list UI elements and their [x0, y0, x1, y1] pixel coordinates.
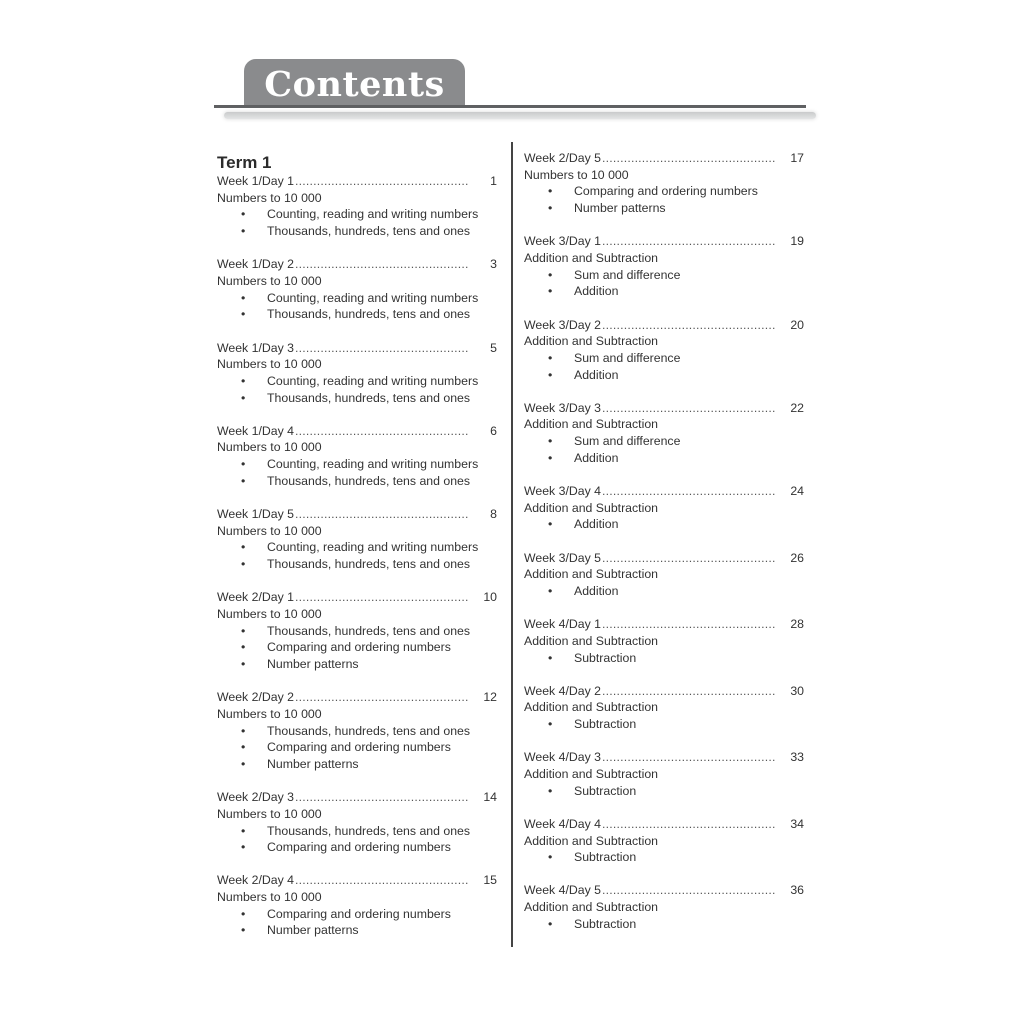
contents-entry [524, 616, 804, 666]
bullet-text: Subtraction [574, 783, 637, 798]
dot-leader [295, 256, 469, 273]
contents-entry [217, 589, 497, 672]
entry-topic: Addition and Subtraction [524, 334, 658, 349]
bullet-icon: • [241, 224, 246, 239]
entry-heading: Week 4/Day 2 [524, 683, 602, 698]
entry-heading-row[interactable] [217, 506, 497, 523]
bullet-text: Number patterns [267, 756, 359, 771]
entry-heading: Week 3/Day 1 [524, 234, 602, 249]
bullet-icon: • [548, 267, 553, 282]
bullet-icon: • [548, 434, 553, 449]
bullet-icon: • [241, 207, 246, 222]
bullet-icon: • [241, 623, 246, 638]
bullet-text: Thousands, hundreds, tens and ones [267, 473, 471, 488]
entry-topic: Addition and Subtraction [524, 500, 658, 515]
bullet-text: Comparing and ordering numbers [267, 840, 451, 855]
bullet-text: Subtraction [574, 850, 637, 865]
page-number: 34 [790, 816, 804, 831]
bullet-item [524, 650, 804, 667]
bullet-item [217, 390, 497, 407]
entry-heading-row[interactable] [524, 233, 804, 250]
bullet-text: Comparing and ordering numbers [267, 906, 451, 921]
dot-leader [602, 816, 776, 833]
page-number: 26 [790, 550, 804, 565]
bullet-item [524, 583, 804, 600]
bullet-icon: • [241, 840, 246, 855]
bullet-item [217, 756, 497, 773]
dot-leader [602, 683, 776, 700]
bullet-item [217, 723, 497, 740]
bullet-item [217, 206, 497, 223]
entry-heading-row[interactable] [217, 256, 497, 273]
page-number: 10 [483, 590, 497, 605]
entry-heading-row[interactable] [524, 150, 804, 167]
bullet-text: Thousands, hundreds, tens and ones [267, 307, 471, 322]
entry-topic: Numbers to 10 000 [524, 167, 629, 182]
entry-heading-row[interactable] [524, 616, 804, 633]
entry-heading: Week 3/Day 4 [524, 484, 602, 498]
bullet-item [217, 839, 497, 856]
contents-entry [524, 749, 804, 799]
bullet-item [524, 200, 804, 217]
entry-heading: Week 3/Day 5 [524, 550, 602, 565]
bullet-text: Counting, reading and writing numbers [267, 373, 479, 388]
page-number: 1 [490, 174, 497, 188]
bullet-item [524, 433, 804, 450]
bullet-icon: • [241, 307, 246, 322]
bullet-item [217, 922, 497, 939]
bullet-text: Addition [574, 517, 619, 532]
entry-heading: Week 1/Day 2 [217, 257, 295, 272]
entry-heading-row[interactable] [524, 882, 804, 899]
bullet-icon: • [241, 723, 246, 738]
page-number: 3 [490, 257, 497, 272]
dot-leader [602, 483, 776, 500]
bullet-text: Sum and difference [574, 267, 681, 282]
bullet-text: Addition [574, 367, 619, 382]
contents-entry [524, 683, 804, 733]
bullet-icon: • [548, 650, 553, 665]
contents-title-tab [244, 59, 465, 106]
bullet-icon: • [241, 457, 246, 472]
bullet-text: Subtraction [574, 650, 637, 665]
entry-topic: Numbers to 10 000 [217, 706, 322, 721]
bullet-item [217, 539, 497, 556]
entry-topic: Addition and Subtraction [524, 766, 658, 781]
bullet-icon: • [241, 756, 246, 771]
bullet-text: Comparing and ordering numbers [267, 640, 451, 655]
contents-entry [524, 400, 804, 467]
bullet-icon: • [241, 540, 246, 555]
bullet-icon: • [548, 201, 553, 216]
bullet-item [524, 783, 804, 800]
entry-heading-row[interactable] [524, 816, 804, 833]
contents-entry [524, 150, 804, 217]
entry-heading: Week 3/Day 3 [524, 400, 602, 415]
bullet-text: Thousands, hundreds, tens and ones [267, 723, 471, 738]
bullet-item [524, 350, 804, 367]
column-divider [511, 142, 513, 947]
entry-heading: Week 2/Day 5 [524, 151, 602, 165]
entry-heading-row[interactable] [524, 683, 804, 700]
bullet-item [524, 516, 804, 533]
entry-heading: Week 1/Day 5 [217, 507, 295, 521]
contents-entry [217, 872, 497, 939]
page-number: 28 [790, 617, 804, 632]
bullet-text: Comparing and ordering numbers [267, 740, 451, 755]
bullet-text: Addition [574, 284, 619, 299]
bullet-text: Comparing and ordering numbers [574, 184, 758, 199]
bullet-icon: • [548, 916, 553, 931]
bullet-text: Thousands, hundreds, tens and ones [267, 390, 471, 405]
entry-heading: Week 4/Day 1 [524, 617, 602, 632]
bullet-text: Addition [574, 583, 619, 598]
contents-entry [217, 423, 497, 490]
bullet-item [524, 716, 804, 733]
page-number: 33 [790, 750, 804, 765]
entry-topic: Addition and Subtraction [524, 250, 658, 265]
contents-entry [217, 256, 497, 323]
bullet-text: Subtraction [574, 916, 637, 931]
entry-heading-row[interactable] [217, 340, 497, 357]
bullet-text: Subtraction [574, 717, 637, 732]
bullet-icon: • [548, 517, 553, 532]
dot-leader [602, 882, 776, 899]
bullet-text: Addition [574, 450, 619, 465]
entry-heading: Week 1/Day 3 [217, 340, 295, 355]
contents-entry [217, 789, 497, 856]
title-shadow-bar [224, 112, 816, 119]
bullet-text: Counting, reading and writing numbers [267, 457, 479, 472]
dot-leader [295, 423, 469, 440]
entry-topic: Numbers to 10 000 [217, 440, 322, 455]
page-number: 30 [790, 683, 804, 698]
dot-leader [602, 749, 776, 766]
dot-leader [602, 317, 776, 334]
bullet-text: Number patterns [574, 201, 666, 216]
entry-heading: Week 4/Day 5 [524, 883, 602, 898]
bullet-icon: • [548, 450, 553, 465]
bullet-text: Number patterns [267, 657, 359, 671]
bullet-item [217, 739, 497, 756]
contents-entry [524, 233, 804, 300]
entry-topic: Numbers to 10 000 [217, 523, 322, 538]
bullet-icon: • [548, 583, 553, 598]
page-number: 36 [790, 883, 804, 898]
bullet-icon: • [548, 783, 553, 798]
entry-topic: Numbers to 10 000 [217, 357, 322, 372]
page-number: 12 [483, 690, 497, 705]
bullet-icon: • [548, 184, 553, 199]
dot-leader [602, 150, 776, 167]
entry-topic: Addition and Subtraction [524, 633, 658, 648]
bullet-item [524, 267, 804, 284]
entry-topic: Addition and Subtraction [524, 567, 658, 582]
dot-leader [295, 872, 469, 889]
entry-topic: Addition and Subtraction [524, 900, 658, 915]
entry-topic: Numbers to 10 000 [217, 190, 322, 205]
entry-heading: Week 1/Day 4 [217, 423, 295, 438]
bullet-text: Counting, reading and writing numbers [267, 207, 479, 222]
bullet-text: Number patterns [267, 923, 359, 938]
page-number: 6 [490, 423, 497, 438]
bullet-icon: • [241, 823, 246, 838]
entry-heading-row[interactable] [524, 749, 804, 766]
entry-heading: Week 4/Day 4 [524, 816, 602, 831]
bullet-item [524, 849, 804, 866]
bullet-icon: • [241, 290, 246, 305]
dot-leader [602, 550, 776, 567]
dot-leader [295, 789, 469, 806]
contents-column-left [217, 150, 497, 956]
page-number: 14 [483, 790, 497, 805]
contents-column-right [524, 150, 804, 949]
dot-leader [295, 506, 469, 523]
bullet-icon: • [241, 740, 246, 755]
bullet-icon: • [241, 640, 246, 655]
bullet-text: Sum and difference [574, 434, 681, 449]
bullet-icon: • [548, 284, 553, 299]
bullet-text: Thousands, hundreds, tens and ones [267, 823, 471, 838]
entry-topic: Addition and Subtraction [524, 833, 658, 848]
bullet-item [217, 306, 497, 323]
page-number: 24 [790, 484, 804, 498]
bullet-text: Sum and difference [574, 350, 681, 365]
page-number: 22 [790, 400, 804, 415]
page-number: 17 [790, 151, 804, 165]
bullet-item [524, 283, 804, 300]
contents-entry [524, 317, 804, 384]
bullet-item [217, 639, 497, 656]
bullet-item [524, 367, 804, 384]
entry-heading-row[interactable] [524, 400, 804, 417]
page-number: 5 [490, 340, 497, 355]
dot-leader [295, 340, 469, 357]
bullet-icon: • [241, 390, 246, 405]
contents-entry [217, 689, 497, 772]
entry-heading-row[interactable] [524, 317, 804, 334]
dot-leader [295, 589, 469, 606]
bullet-item [524, 183, 804, 200]
bullet-item [217, 823, 497, 840]
bullet-text: Thousands, hundreds, tens and ones [267, 623, 471, 638]
bullet-item [524, 450, 804, 467]
bullet-text: Counting, reading and writing numbers [267, 290, 479, 305]
bullet-icon: • [241, 473, 246, 488]
bullet-item [217, 556, 497, 573]
dot-leader [602, 616, 776, 633]
entry-topic: Numbers to 10 000 [217, 606, 322, 621]
bullet-item [217, 906, 497, 923]
bullet-item [217, 290, 497, 307]
bullet-icon: • [241, 657, 246, 671]
entry-heading-row[interactable] [217, 423, 497, 440]
entry-topic: Numbers to 10 000 [217, 890, 322, 905]
bullet-text: Counting, reading and writing numbers [267, 540, 479, 555]
bullet-item [217, 623, 497, 640]
bullet-icon: • [241, 557, 246, 572]
title-rule [214, 105, 806, 108]
contents-entry [217, 506, 497, 573]
bullet-item [217, 456, 497, 473]
entry-heading-row[interactable] [217, 589, 497, 606]
dot-leader [602, 233, 776, 250]
bullet-icon: • [241, 906, 246, 921]
page-number: 15 [483, 873, 497, 888]
entry-heading-row[interactable] [217, 872, 497, 889]
entry-heading: Week 2/Day 2 [217, 690, 295, 705]
bullet-icon: • [241, 373, 246, 388]
entry-heading: Week 2/Day 3 [217, 790, 295, 805]
entry-heading: Week 4/Day 3 [524, 750, 602, 765]
page-number: 8 [490, 507, 497, 521]
entry-heading-row[interactable] [524, 550, 804, 567]
contents-entry [524, 816, 804, 866]
page-title: Contents [264, 64, 445, 105]
bullet-icon: • [548, 350, 553, 365]
contents-entry [524, 550, 804, 600]
contents-entry [217, 173, 497, 240]
entry-heading-row[interactable] [217, 173, 497, 190]
bullet-item [217, 656, 497, 673]
page-number: 20 [790, 317, 804, 332]
bullet-text: Thousands, hundreds, tens and ones [267, 224, 471, 239]
contents-entry [217, 340, 497, 407]
entry-heading: Week 3/Day 2 [524, 317, 602, 332]
bullet-item [217, 223, 497, 240]
dot-leader [295, 689, 469, 706]
entry-heading-row[interactable] [524, 483, 804, 500]
entry-topic: Addition and Subtraction [524, 417, 658, 432]
bullet-icon: • [548, 367, 553, 382]
bullet-icon: • [548, 850, 553, 865]
page-number: 19 [790, 234, 804, 249]
dot-leader [602, 400, 776, 417]
contents-entry [524, 882, 804, 932]
bullet-icon: • [548, 717, 553, 732]
entry-heading-row[interactable] [217, 789, 497, 806]
term-heading: Term 1 [217, 153, 272, 172]
bullet-item [217, 473, 497, 490]
entry-topic: Numbers to 10 000 [217, 806, 322, 821]
entry-heading: Week 1/Day 1 [217, 174, 295, 188]
bullet-item [217, 373, 497, 390]
entry-heading: Week 2/Day 1 [217, 590, 295, 605]
entry-topic: Addition and Subtraction [524, 700, 658, 715]
dot-leader [295, 173, 469, 190]
bullet-item [524, 916, 804, 933]
bullet-icon: • [241, 923, 246, 938]
bullet-text: Thousands, hundreds, tens and ones [267, 557, 471, 572]
entry-heading-row[interactable] [217, 689, 497, 706]
entry-heading: Week 2/Day 4 [217, 873, 295, 888]
entry-topic: Numbers to 10 000 [217, 273, 322, 288]
contents-entry [524, 483, 804, 533]
